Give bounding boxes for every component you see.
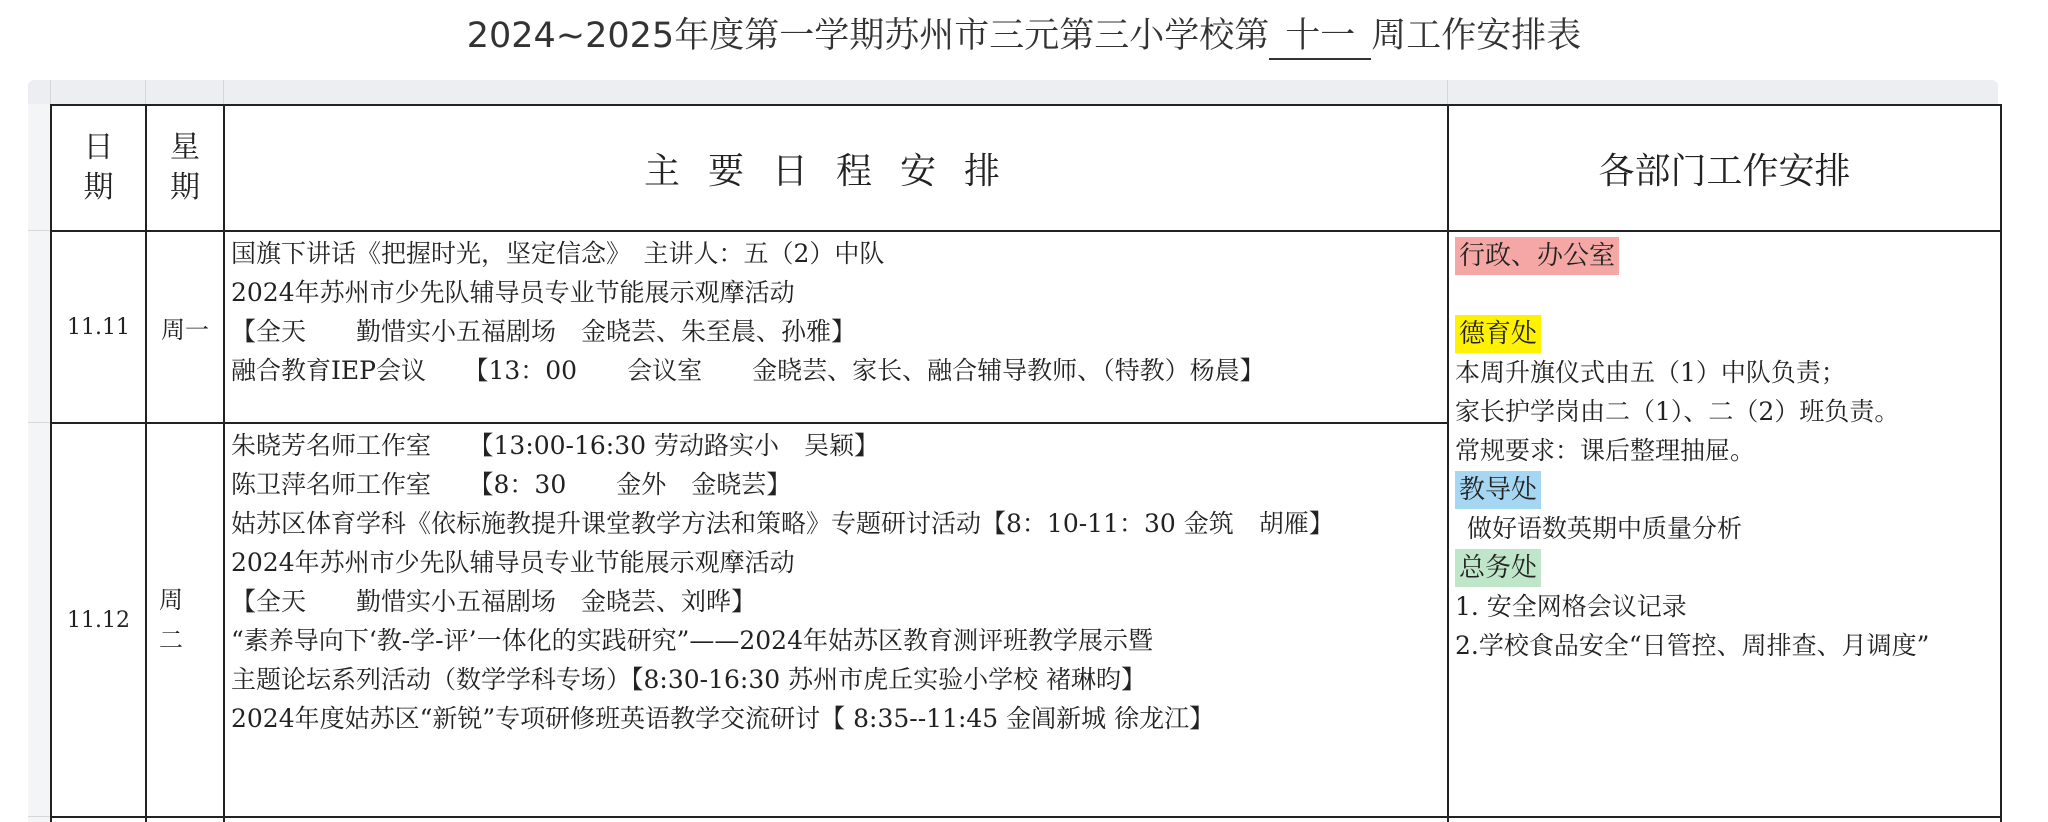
schedule-item: 国旗下讲话《把握时光，坚定信念》 主讲人：五（2）中队 [231,239,885,268]
empty-cell [224,817,1448,822]
schedule-item: 姑苏区体育学科《依标施教提升课堂教学方法和策略》专题研讨活动【8：10-11：30 金筑 胡雁】 [231,509,1334,538]
row-date: 11.12 [51,423,146,817]
dept-item: 2.学校食品安全“日管控、周排查、月调度” [1455,631,1930,660]
dept-tag-moral: 德育处 [1455,315,1541,353]
dept-item: 做好语数英期中质量分析 [1467,514,1743,543]
row-weekday: 周一 [146,231,224,423]
header-main-schedule: 主要日程安排 [224,105,1448,231]
title-week-number: 十一 [1269,14,1371,60]
sheet-column-header-strip [28,80,1998,104]
schedule-item: 2024年苏州市少先队辅导员专业节能展示观摩活动 [231,548,795,577]
dept-item: 常规要求：课后整理抽屉。 [1455,436,1756,465]
row-weekday [146,423,224,817]
row-schedule [224,423,1448,817]
table-row [51,817,2001,822]
title-prefix: 2024~2025年度第一学期苏州市三元第三小学校第 [466,16,1270,56]
row-separator [28,816,50,817]
empty-cell [146,817,224,822]
header-weekday: 星期 [146,105,224,231]
dept-tag-admin: 行政、办公室 [1455,237,1619,275]
column-separator [145,80,146,104]
schedule-item: 主题论坛系列活动（数学学科专场）【8:30-16:30 苏州市虎丘实验小学校 褚琳昀】 [231,665,1147,694]
schedule-table [50,104,2002,822]
dept-tag-general: 总务处 [1455,549,1541,587]
row-separator [28,422,50,423]
header-date: 日期 [51,105,146,231]
schedule-item: 融合教育IEP会议 【13：00 会议室 金晓芸、家长、融合辅导教师、（特教）杨晨】 [231,356,1265,385]
schedule-item: 陈卫萍名师工作室 【8：30 金外 金晓芸】 [231,470,792,499]
page-title [0,6,2048,66]
column-separator [50,80,51,104]
sheet-row-gutter [28,104,51,822]
row-schedule [224,231,1448,423]
empty-cell [51,817,146,822]
dept-item: 本周升旗仪式由五（1）中队负责； [1455,358,1846,387]
schedule-item: 【全天 勤惜实小五福剧场 金晓芸、朱至晨、孙雅】 [231,317,857,346]
schedule-item: 朱晓芳名师工作室 【13:00-16:30 劳动路实小 吴颖】 [231,431,879,460]
schedule-item: 2024年苏州市少先队辅导员专业节能展示观摩活动 [231,278,795,307]
row-separator [28,230,50,231]
table-row [51,231,2001,423]
spacer [1455,275,2000,314]
row-date: 11.11 [51,231,146,423]
department-work-cell [1448,231,2001,817]
dept-item: 家长护学岗由二（1）、二（2）班负责。 [1455,397,1900,426]
schedule-item: 2024年度姑苏区“新锐”专项研修班英语教学交流研讨【 8:35--11:45 金阊新城 徐龙江】 [231,704,1215,733]
dept-tag-teaching: 教导处 [1455,471,1541,509]
weekday-label: 周二 [159,586,183,654]
title-suffix: 周工作安排表 [1371,16,1582,56]
table-header-row [51,105,2001,231]
column-separator [1447,80,1448,104]
empty-cell [1448,817,2001,822]
dept-item: 1. 安全网格会议记录 [1455,592,1687,621]
header-department-work: 各部门工作安排 [1448,105,2001,231]
schedule-item: “素养导向下‘教-学-评’一体化的实践研究”——2024年姑苏区教育测评班教学展示暨 [231,626,1153,655]
column-separator [223,80,224,104]
schedule-item: 【全天 勤惜实小五福剧场 金晓芸、刘晔】 [231,587,757,616]
